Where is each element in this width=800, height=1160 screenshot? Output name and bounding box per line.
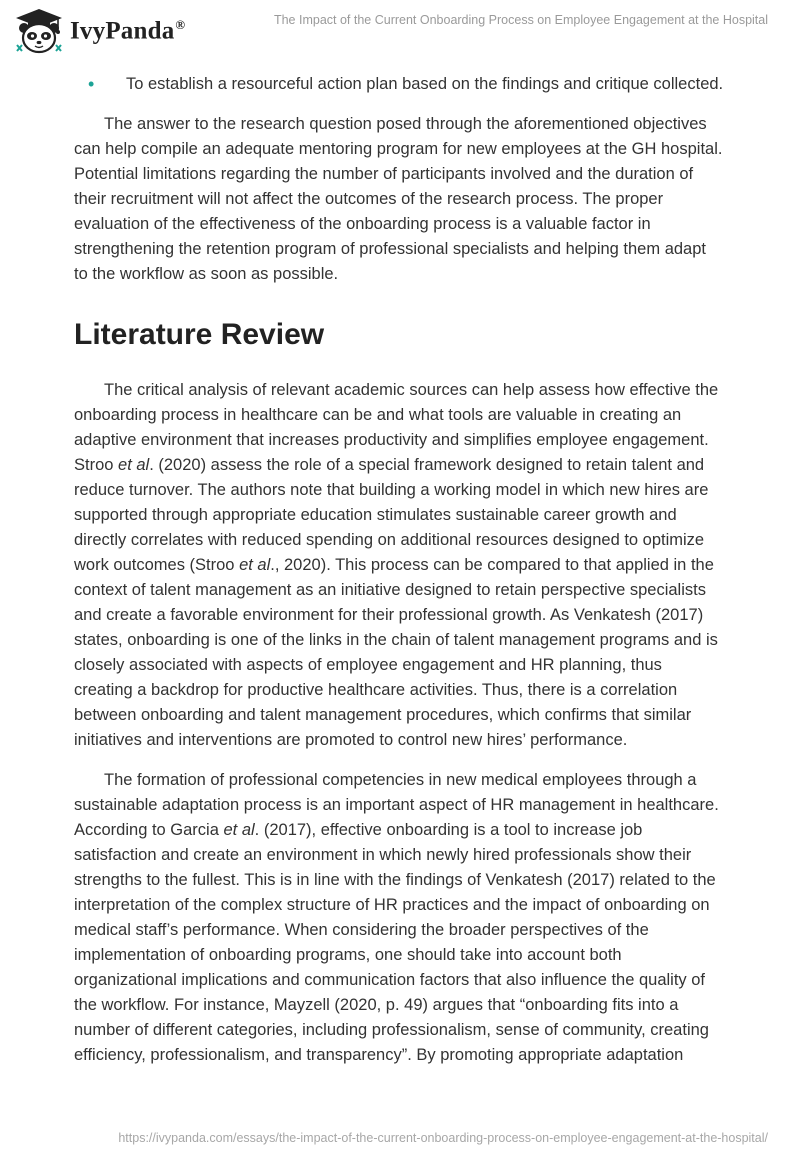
bullet-icon: • <box>88 74 95 94</box>
section-heading-literature-review: Literature Review <box>74 318 325 351</box>
registered-mark: ® <box>175 16 186 32</box>
paragraph-critical-analysis <box>74 378 724 753</box>
bullet-text: To establish a resourceful action plan based on the findings and critique collected. <box>126 75 724 93</box>
italic-et-al: et al <box>118 456 150 474</box>
panda-graduate-icon <box>14 7 64 55</box>
text-run: . (2017), effective onboarding is a tool to increase job satisfaction and create an environment in which newly hired professionals show their strengths to the fullest. This is in line with the findings of Venkatesh (2017) related to the interpretation of the complex structure of HR practices and the impact of onboarding on medical staff’s performance. When considering the broader perspectives of the implementation of onboarding programs, one should take into account both organizational implications and communication factors that also influence the quality of the workflow. For instance, Mayzell (2020, p. 49) argues that “onboarding fits into a number of different categories, including professionalism, sense of community, creating efficiency, professionalism, and transparency”. By promoting appropriate adaptation <box>74 821 716 1064</box>
essay-body <box>74 70 724 1068</box>
list-item <box>74 72 724 97</box>
page-header <box>0 0 800 64</box>
paragraph-professional-competencies <box>74 768 724 1068</box>
document-title: The Impact of the Current Onboarding Process on Employee Engagement at the Hospital <box>273 13 768 27</box>
text-run: The critical analysis of relevant academic sources can help assess how effective the onboarding process in healthcare can be and what tools are valuable in creating an adaptive environment that increases productivity and simplifies employee engagement. Stroo <box>74 381 719 474</box>
italic-et-al: et al <box>223 821 255 839</box>
paragraph-research-answer: The answer to the research question posed through the aforementioned objectives can help compile an adequate mentoring program for new employees at the GH hospital. Potential limitations regarding the number of participants involved and the duration of their recruitment will not affect the outcomes of the research process. The proper evaluation of the effectiveness of the onboarding process is a valuable factor in strengthening the retention program of professional specialists and helping them adapt to the workflow as soon as possible. <box>74 115 723 283</box>
footer-source-link[interactable]: https://ivypanda.com/essays/the-impact-of-the-current-onboarding-process-on-employee-engagement-at-the-hospital/ <box>118 1131 768 1145</box>
italic-et-al: et al <box>239 556 271 574</box>
text-run: . (2020) assess the role of a special framework designed to retain talent and reduce turnover. The authors note that building a working model in which new hires are supported through appropriate education stimulates sustainable career growth and directly correlates with reduced spending on additional resources designed to optimize work outcomes (Stroo <box>74 456 709 574</box>
text-run: ., 2020). This process can be compared to that applied in the context of talent management as an initiative designed to retain perspective specialists and create a favorable environment for their professional growth. As Venkatesh (2017) states, onboarding is one of the links in the chain of talent management programs and is closely associated with aspects of employee engagement and HR planning, thus creating a backdrop for productive healthcare activities. Thus, there is a correlation between onboarding and talent management procedures, which confirms that similar initiatives and interventions are promoted to control new hires’ performance. <box>74 556 718 749</box>
ivypanda-logo[interactable] <box>14 7 254 55</box>
text-run: The formation of professional competencies in new medical employees through a sustainable adaptation process is an important aspect of HR management in healthcare. According to Garcia <box>74 771 719 839</box>
brand-text: IvyPanda <box>70 17 175 45</box>
brand-name <box>70 17 185 45</box>
